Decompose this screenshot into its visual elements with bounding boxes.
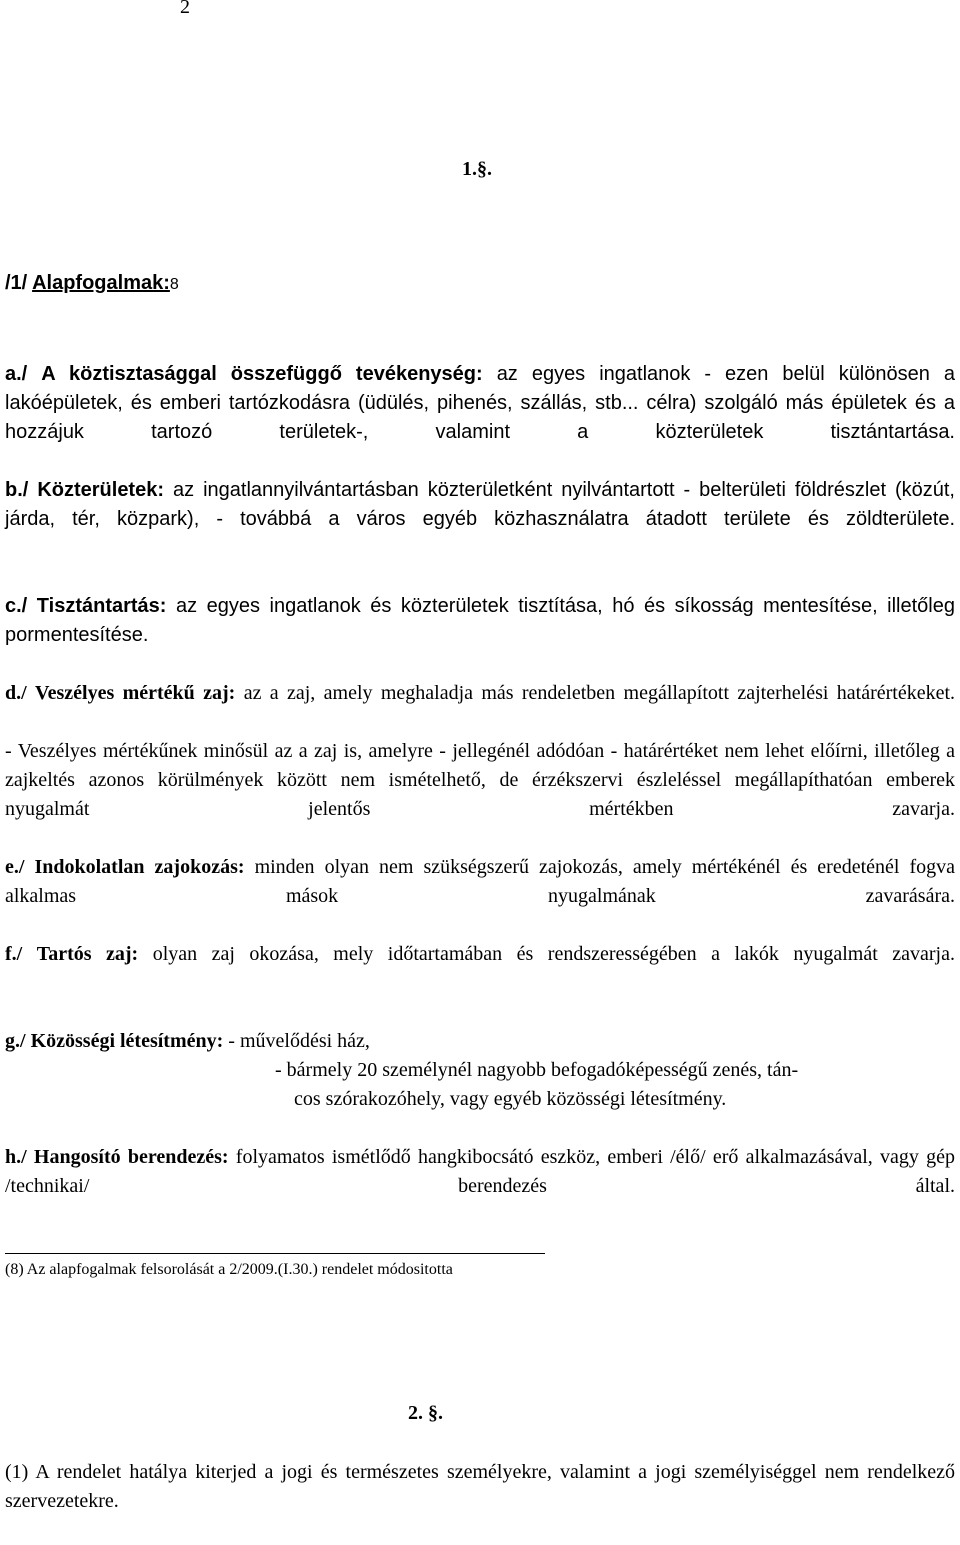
definition-f-text: olyan zaj okozása, mely időtartamában és rendszerességében a lakók nyugalmát zavarja. [152, 943, 955, 965]
paragraph-title: Alapfogalmak: [32, 272, 170, 294]
definition-g-line-2: - bármely 20 személynél nagyobb befogadóképességű zenés, tán- [275, 1059, 799, 1081]
definition-f-term: Tartós zaj: [36, 943, 139, 965]
definition-a-text: az egyes ingatlanok - ezen belül különösen a lakóépületek, és emberi tartózkodásra (üdülés, pihenés, szállás, stb... célra) szolgáló más épületek és a hozzájuk tartozó területek-, valamint a közterületek tisztántartása. [5, 363, 956, 443]
definition-g-label: g./ [5, 1030, 26, 1052]
definition-h-label: h./ [5, 1146, 27, 1168]
definition-g-line-3: cos szórakozóhely, vagy egyéb közösségi létesítmény. [294, 1088, 727, 1110]
definition-a-label: a./ [5, 363, 28, 385]
definition-d [5, 679, 955, 737]
definition-c-term: Tisztántartás: [36, 595, 167, 617]
definition-c-label: c./ [5, 595, 28, 617]
definition-d-term: Veszélyes mértékű zaj: [35, 682, 236, 704]
definition-a [5, 360, 955, 476]
definition-h-term: Hangosító berendezés: [33, 1146, 229, 1168]
footnote-text: (8) Az alapfogalmak felsorolását a 2/2009.(I.30.) rendelet módositotta [5, 1261, 453, 1278]
footnote-reference: 8 [169, 276, 179, 293]
paragraph-1-heading [5, 272, 179, 295]
definition-d-extra [5, 737, 955, 853]
section-1-heading: 1.§. [462, 158, 492, 180]
definition-f [5, 940, 955, 998]
paragraph-label: /1/ [5, 272, 28, 294]
definition-e-term: Indokolatlan zajokozás: [34, 856, 245, 878]
definition-g-term: Közösségi létesítmény: [30, 1030, 224, 1052]
definition-b-term: Közterületek: [37, 479, 165, 501]
section-2-paragraph-1 [5, 1458, 955, 1545]
definition-e [5, 853, 955, 940]
definition-d-text: az a zaj, amely meghaladja más rendeletben megállapított zajterhelési határértékeket. [243, 682, 956, 704]
definition-g-line-1: - művelődési ház, [228, 1030, 370, 1052]
definition-b-text: az ingatlannyilvántartásban közterületként nyilvántartott - belterületi földrészlet (közút, járda, tér, közpark), - továbbá a város egyéb közhasználatra átadott területe és zöldterülete. [5, 479, 955, 530]
definition-g [5, 1027, 370, 1056]
definition-h-text: folyamatos ismétlődő hangkibocsátó eszköz, emberi /élő/ erő alkalmazásával, vagy gép /technikai/ berendezés által. [5, 1146, 956, 1197]
definition-c [5, 592, 955, 679]
definition-d-extra-text: - Veszélyes mértékűnek minősül az a zaj is, amelyre - jellegénél adódóan - határértéket nem lehet előírni, illetőleg a zajkeltés azonos körülmények között nem ismételhető, de érzékszervi észleléssel megállapíthatóan emberek nyugalmát jelentős mértékben zavarja. [5, 740, 955, 820]
section-2-heading: 2. §. [408, 1402, 443, 1424]
definition-c-text: az egyes ingatlanok és közterületek tisztítása, hó és síkosság mentesítése, illetőleg pormentesítése. [5, 595, 955, 646]
definition-e-label: e./ [5, 856, 25, 878]
definition-e-text: minden olyan nem szükségszerű zajokozás, amely mértékénél és eredeténél fogva alkalmas mások nyugalmának zavarására. [5, 856, 956, 907]
footnote-separator [5, 1253, 545, 1254]
definition-a-term: A köztisztasággal összefüggő tevékenység: [41, 363, 483, 385]
page-number: 2 [180, 0, 190, 18]
definition-b [5, 476, 955, 563]
definition-f-label: f./ [5, 943, 23, 965]
section-2-paragraph-1-text: (1) A rendelet hatálya kiterjed a jogi és természetes személyekre, valamint a jogi személyiséggel nem rendelkező szervezetekre. [5, 1461, 955, 1512]
definition-h [5, 1143, 955, 1230]
definition-b-label: b./ [5, 479, 29, 501]
definition-d-label: d./ [5, 682, 27, 704]
